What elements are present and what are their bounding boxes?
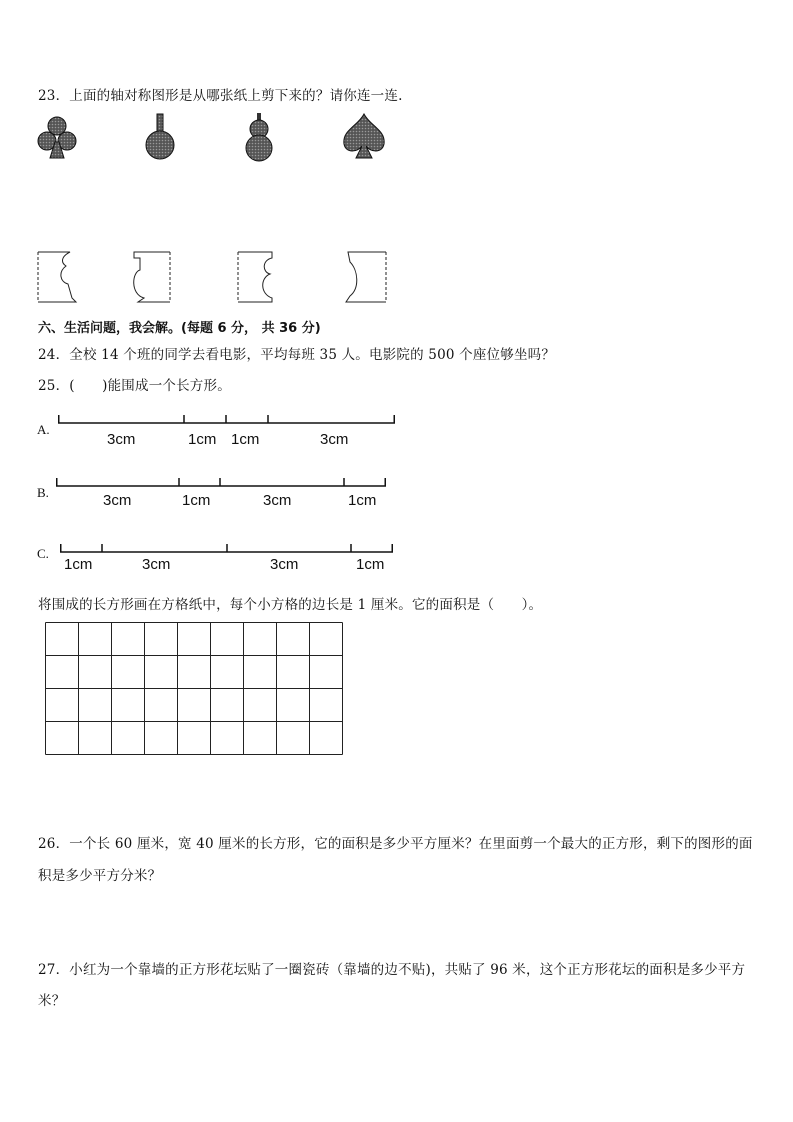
grid-prompt: 将围成的长方形画在方格纸中，每个小方格的边长是 1 厘米。它的面积是（ ）。 <box>38 597 543 613</box>
half-lollipop-cut-paper-icon <box>130 250 172 304</box>
option-b-seg-1: 3cm <box>103 492 132 509</box>
option-b-seg-2: 1cm <box>182 492 211 509</box>
question-25: 25．( )能围成一个长方形。 <box>38 378 231 394</box>
option-c-segment-line <box>60 543 396 557</box>
question-26-line-1: 26．一个长 60 厘米，宽 40 厘米的长方形，它的面积是多少平方厘米？在里面剪一个最大的正方形，剩下的图形的面 <box>38 836 753 852</box>
club-icon <box>36 114 86 164</box>
option-a-seg-2: 1cm <box>188 431 217 448</box>
half-gourd-cut-paper-icon <box>236 250 278 304</box>
spade-icon <box>340 112 390 164</box>
gourd-icon <box>242 112 276 164</box>
question-27-line-1: 27．小红为一个靠墙的正方形花坛贴了一圈瓷砖（靠墙的边不贴)，共贴了 96 米，这个正方形花坛的面积是多少平方 <box>38 962 746 978</box>
option-b-seg-3: 3cm <box>263 492 292 509</box>
option-b-seg-4: 1cm <box>348 492 377 509</box>
option-b-segment-line <box>56 477 390 491</box>
option-a-seg-3: 1cm <box>231 431 260 448</box>
option-a-label: A. <box>37 422 50 437</box>
option-c-seg-1: 1cm <box>64 556 93 573</box>
question-23: 23．上面的轴对称图形是从哪张纸上剪下来的？请你连一连. <box>38 88 403 104</box>
option-b-label: B. <box>37 485 49 500</box>
option-a-seg-1: 3cm <box>107 431 136 448</box>
option-c-label: C. <box>37 546 49 561</box>
question-26-line-2: 积是多少平方分米？ <box>38 868 162 884</box>
option-a-segment-line <box>58 414 398 428</box>
square-grid-paper[interactable] <box>45 622 343 756</box>
option-c-seg-4: 1cm <box>356 556 385 573</box>
option-c-seg-3: 3cm <box>270 556 299 573</box>
round-lollipop-icon <box>140 112 180 164</box>
half-club-cut-paper-icon <box>36 250 78 304</box>
half-spade-cut-paper-icon <box>344 250 388 304</box>
section-6-heading: 六、生活问题，我会解。(每题 6 分， 共 36 分) <box>38 321 321 336</box>
option-c-seg-2: 3cm <box>142 556 171 573</box>
option-a-seg-4: 3cm <box>320 431 349 448</box>
question-27-line-2: 米？ <box>38 993 66 1009</box>
question-24: 24．全校 14 个班的同学去看电影，平均每班 35 人。电影院的 500 个座位够坐吗？ <box>38 347 556 363</box>
